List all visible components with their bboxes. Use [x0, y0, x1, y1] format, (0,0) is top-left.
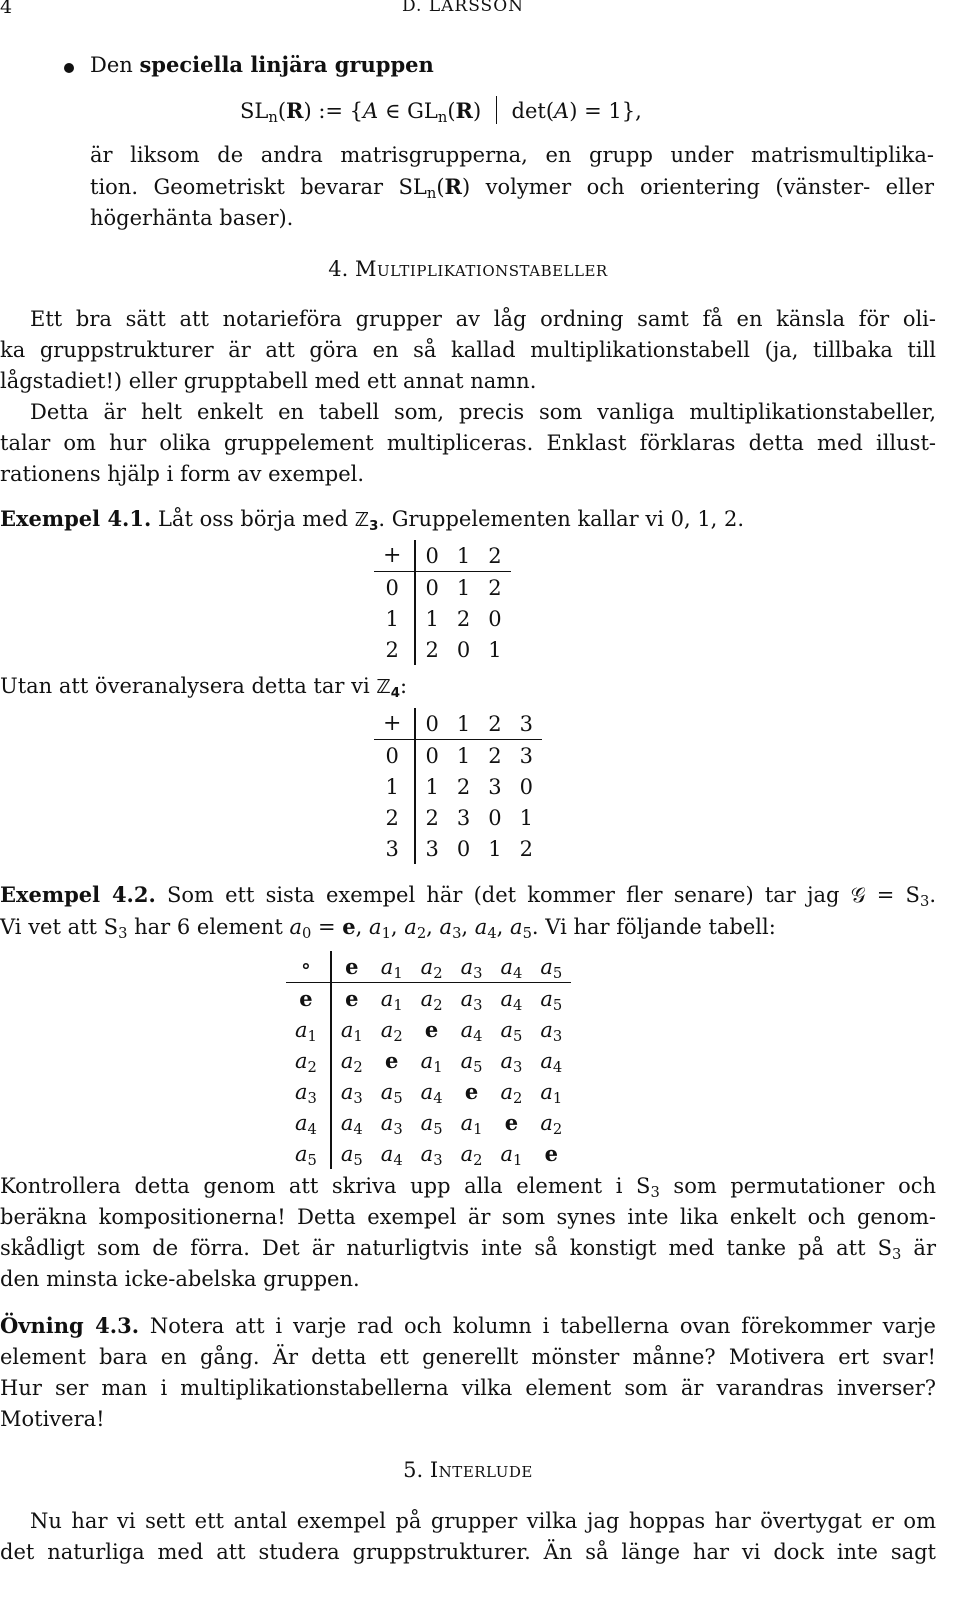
s4p1-line-3: lågstadiet!) eller grupptabell med ett annat namn.: [0, 369, 537, 393]
table-cell: 2: [479, 540, 510, 572]
table-cell: 0: [456, 637, 471, 662]
table-cell: 0: [488, 606, 502, 631]
table-cell: 0: [425, 575, 439, 600]
table-cell: 3: [488, 774, 502, 799]
example-4-1-intro: [0, 506, 745, 534]
table-cell: 2: [456, 606, 471, 631]
table-cell: $a_4$: [540, 1048, 563, 1076]
table-row-head: $a_2$: [286, 1045, 331, 1076]
section-4-title: Multiplikationstabeller: [355, 257, 608, 281]
bullet-line-2: tion. Geometriskt bevarar $SL_n(R)$ volymer och orientering (vänster- eller: [90, 174, 934, 202]
table-cell: $a_2$: [340, 1048, 363, 1076]
ex43-line-2: element bara en gång. Är detta ett generellt mönster månne? Motivera ert svar!: [0, 1345, 936, 1369]
table-cell: e: [331, 951, 372, 983]
table-cell: $a_3$: [500, 1048, 523, 1076]
table-cell: 1: [425, 774, 439, 799]
table-cell: $a_3$: [452, 951, 492, 983]
table-cell: 2: [479, 708, 510, 740]
table-row: [374, 833, 542, 864]
table-cell: $a_4$: [460, 1017, 483, 1045]
s4p1-line-2: ka gruppstrukturer är att göra en så kallad multiplikationstabell (ja, tillbaka till: [0, 338, 936, 362]
section-5-paragraph: [0, 1506, 936, 1568]
table-row: [286, 983, 571, 1015]
section-4-heading: [0, 257, 936, 281]
table-row-head: $a_4$: [286, 1107, 331, 1138]
table-cell: $a_1$: [420, 1048, 443, 1076]
table-cell: $a_4$: [340, 1110, 363, 1138]
table-row: [286, 1138, 571, 1169]
table-row: [286, 1014, 571, 1045]
z4-symbol: ℤ$_4$: [376, 676, 400, 701]
table-cell: 3: [511, 708, 542, 740]
table-cell: 0: [415, 708, 447, 740]
table-cell: 1: [425, 606, 439, 631]
table-cell: 0: [456, 836, 471, 861]
example-4-1-text-b: . Gruppelementen kallar vi 0, 1, 2.: [378, 507, 745, 531]
example-4-1-text-a: Låt oss börja med: [157, 507, 349, 531]
table-row-head: e: [286, 983, 331, 1015]
section-5-title: Interlude: [429, 1458, 533, 1482]
after-line-1: Kontrollera detta genom att skriva upp alla element i $S_3$ som permutationer och: [0, 1174, 937, 1201]
page-number: 4: [0, 0, 13, 18]
table-cell: 2: [519, 836, 533, 861]
table-row-head: 1: [374, 603, 415, 634]
table-header-row: [374, 708, 542, 740]
example-4-2-after: [0, 1171, 936, 1295]
table-cell: $a_5$: [540, 986, 563, 1014]
bullet-line-3: högerhänta baser).: [90, 206, 294, 230]
table-cell: $a_5$: [340, 1141, 363, 1169]
after-line-3: skådligt som de förra. Det är naturligtvis inte så konstigt med tanke på att $S_3$ är: [0, 1236, 936, 1263]
s4p2-line-2: talar om hur olika gruppelement multipliceras. Enklast förklaras detta med illust-: [0, 431, 936, 455]
ex43-line-3: Hur ser man i multiplikationstabellerna vilka element som är varandras inverser?: [0, 1376, 936, 1400]
z4-intro: [0, 674, 408, 701]
bullet-body: [90, 140, 934, 234]
table-cell: e: [385, 1048, 399, 1073]
section-5-number: 5.: [403, 1458, 424, 1482]
table-cell: $a_1$: [500, 1141, 523, 1169]
table-cell: $a_1$: [372, 951, 412, 983]
bullet-line-1: är liksom de andra matrisgrupperna, en grupp under matrismultiplika-: [90, 143, 934, 167]
table-header-row: [374, 540, 511, 572]
table-cell: $a_3$: [540, 1017, 563, 1045]
table-cell: 1: [488, 836, 502, 861]
table-cell: $a_4$: [380, 1141, 403, 1169]
table-cell: $a_5$: [380, 1079, 403, 1107]
example-4-2-intro: [0, 879, 936, 943]
table-cell: $a_5$: [500, 1017, 523, 1045]
exercise-4-3-label: Övning 4.3.: [0, 1313, 140, 1338]
ex43-line-1-text: Notera att i varje rad och kolumn i tabellerna ovan förekommer varje: [149, 1314, 936, 1338]
table-row-head: 1: [374, 771, 415, 802]
s3-composition-table: [286, 951, 571, 1169]
table-cell: 0: [488, 805, 502, 830]
table-cell: 3: [519, 743, 533, 768]
table-cell: e: [544, 1141, 558, 1166]
bullet-dot: [64, 63, 74, 73]
running-title: D. LARSSON: [402, 0, 525, 16]
table-cell: $a_2$: [412, 951, 452, 983]
table-row: [286, 1107, 571, 1138]
table-cell: $a_2$: [540, 1110, 563, 1138]
z4-addition-table: [374, 708, 542, 864]
example-4-1-label: Exempel 4.1.: [0, 506, 152, 531]
table-row-head: $a_1$: [286, 1014, 331, 1045]
table-row-head: 2: [374, 634, 415, 665]
s4p2-line-1: Detta är helt enkelt en tabell som, precis som vanliga multiplikationstabeller,: [30, 400, 936, 424]
section-4-paragraph-1: [0, 304, 936, 397]
table-row: [286, 1076, 571, 1107]
table-operator: ∘: [286, 951, 331, 983]
table-row-head: 3: [374, 833, 415, 864]
table-cell: 3: [425, 836, 439, 861]
bullet-title-prefix: Den: [90, 53, 140, 77]
ex43-line-4: Motivera!: [0, 1407, 105, 1431]
after-line-4: den minsta icke-abelska gruppen.: [0, 1267, 360, 1291]
table-cell: 2: [488, 743, 502, 768]
ex42-line-1: Exempel 4.2. Som ett sista exempel här (det kommer fler senare) tar jag 𝒢 = $S_3$.: [0, 882, 936, 910]
table-cell: 0: [519, 774, 533, 799]
table-operator: +: [374, 540, 415, 572]
z3-symbol: ℤ$_3$: [354, 509, 379, 534]
s4p2-line-3: rationens hjälp i form av exempel.: [0, 462, 365, 486]
z3-addition-table: [374, 540, 511, 665]
table-cell: 2: [425, 637, 439, 662]
bullet-title: [90, 52, 434, 77]
ex42-line-2: Vi vet att $S_3$ har 6 element $a_0 = e$, $a_1$, $a_2$, $a_3$, $a_4$, $a_5$. Vi har följande tabell:: [0, 914, 776, 942]
table-cell: $a_3$: [460, 986, 483, 1014]
table-cell: $a_2$: [500, 1079, 523, 1107]
z4-intro-text: Utan att överanalysera detta tar vi: [0, 674, 370, 698]
after-line-2: beräkna kompositionerna! Detta exempel är som synes inte lika enkelt och genom-: [0, 1205, 936, 1229]
table-row-head: 0: [374, 572, 415, 604]
table-row: [374, 634, 511, 665]
table-cell: $a_1$: [540, 1079, 563, 1107]
table-row: [374, 802, 542, 833]
table-cell: 1: [448, 708, 479, 740]
table-cell: $a_4$: [500, 986, 523, 1014]
table-row: [374, 771, 542, 802]
table-cell: $a_2$: [460, 1141, 483, 1169]
s4p1-line-1: Ett bra sätt att notarieföra grupper av låg ordning samt få en känsla för oli-: [30, 307, 936, 331]
table-row: [374, 740, 542, 772]
s5-line-1: Nu har vi sett ett antal exempel på grupper vilka jag hoppas har övertygat er om: [30, 1509, 936, 1533]
table-cell: $a_2$: [420, 986, 443, 1014]
table-cell: 0: [425, 743, 439, 768]
table-row-head: $a_5$: [286, 1138, 331, 1169]
table-cell: 1: [456, 743, 471, 768]
table-cell: 1: [448, 540, 479, 572]
table-cell: e: [424, 1017, 439, 1042]
table-cell: $a_3$: [340, 1079, 363, 1107]
table-row: [286, 1045, 571, 1076]
section-4-number: 4.: [328, 257, 349, 281]
table-cell: $a_1$: [380, 986, 403, 1014]
table-cell: $a_5$: [531, 951, 571, 983]
table-cell: 1: [456, 575, 471, 600]
table-row-head: 0: [374, 740, 415, 772]
sl-definition-formula: $SL_n(R)$ := {A ∈ $GL_n(R) \det(A) = 1$},: [240, 98, 642, 126]
bullet-title-bold: speciella linjära gruppen: [139, 52, 434, 77]
table-cell: $a_4$: [491, 951, 531, 983]
table-cell: $a_4$: [420, 1079, 443, 1107]
table-cell: e: [345, 986, 359, 1011]
table-cell: $a_5$: [420, 1110, 443, 1138]
table-row: [374, 572, 511, 604]
table-cell: $a_3$: [380, 1110, 403, 1138]
table-cell: $a_2$: [380, 1017, 403, 1045]
table-cell: 3: [456, 805, 471, 830]
section-4-paragraph-2: [0, 397, 936, 490]
table-cell: e: [504, 1110, 519, 1135]
table-cell: 1: [519, 805, 533, 830]
example-4-2-label: Exempel 4.2.: [0, 882, 156, 907]
ex43-line-1: [0, 1310, 936, 1342]
table-cell: 1: [488, 637, 502, 662]
table-row-head: $a_3$: [286, 1076, 331, 1107]
exercise-4-3: [0, 1310, 936, 1435]
table-operator: +: [374, 708, 415, 740]
table-cell: $a_1$: [340, 1017, 363, 1045]
table-header-row: [286, 951, 571, 983]
table-cell: 0: [415, 540, 447, 572]
table-row-head: 2: [374, 802, 415, 833]
table-cell: 2: [425, 805, 439, 830]
table-cell: $a_5$: [460, 1048, 483, 1076]
table-cell: 2: [456, 774, 471, 799]
section-5-heading: [0, 1458, 936, 1482]
table-cell: $a_1$: [460, 1110, 483, 1138]
table-cell: $a_3$: [420, 1141, 443, 1169]
table-cell: 2: [488, 575, 502, 600]
table-cell: e: [464, 1079, 479, 1104]
s5-line-2: det naturliga med att studera gruppstrukturer. Än så länge har vi dock inte sagt: [0, 1540, 936, 1564]
table-row: [374, 603, 511, 634]
z4-intro-colon: :: [399, 674, 408, 698]
